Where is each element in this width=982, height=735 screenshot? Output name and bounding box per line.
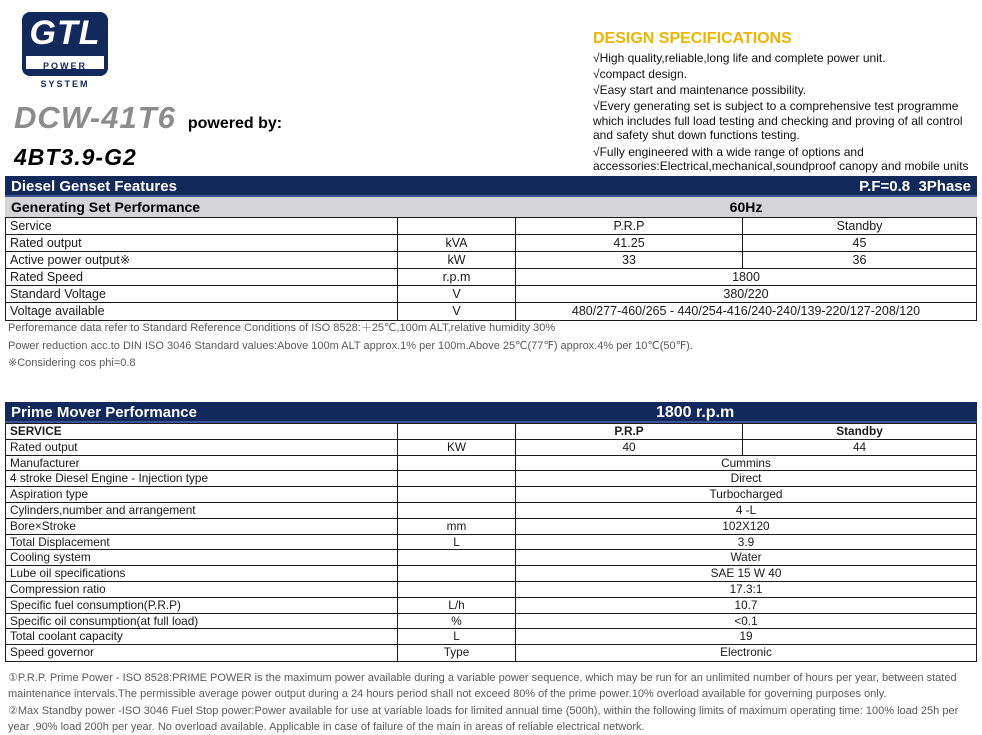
row-unit: L/h <box>398 598 516 613</box>
design-specifications-list <box>593 51 981 174</box>
row-span-value: Cummins <box>721 455 771 470</box>
table-row <box>6 456 976 472</box>
table-row <box>6 286 976 303</box>
row-unit: r.p.m <box>398 269 516 285</box>
row-unit <box>398 424 516 439</box>
design-spec-item: √compact design. <box>593 67 687 82</box>
row-label: Specific oil consumption(at full load) <box>6 614 398 629</box>
model-title-line <box>14 100 282 136</box>
row-label: Manufacturer <box>6 456 398 471</box>
row-prp-value: 41.25 <box>516 235 743 251</box>
row-label: Standard Voltage <box>6 286 398 302</box>
row-label: Specific fuel consumption(P.R.P) <box>6 598 398 613</box>
row-unit <box>398 471 516 486</box>
engine-table-grid <box>5 423 977 662</box>
table-row <box>6 550 976 566</box>
row-unit: % <box>398 614 516 629</box>
row-span-value: 17.3:1 <box>729 581 763 596</box>
row-span-value: 480/277-460/265 - 440/254-416/240-240/139-220/127-208/120 <box>571 304 921 318</box>
row-unit <box>398 582 516 597</box>
design-specifications-section <box>593 30 981 175</box>
footer-notes <box>8 671 974 735</box>
genset-note-line: ※Considering cos phi=0.8 <box>8 357 136 369</box>
row-unit: mm <box>398 519 516 534</box>
row-span-value: 19 <box>739 629 753 644</box>
row-span-value: SAE 15 W 40 <box>710 566 782 581</box>
table-row <box>6 535 976 551</box>
row-span-value: <0.1 <box>734 613 758 628</box>
table-row <box>6 440 976 456</box>
genset-notes <box>8 322 968 375</box>
engine-table-header-bar <box>5 402 977 423</box>
genset-table-header-bar <box>5 176 977 197</box>
row-label: Rated output <box>6 440 398 455</box>
row-unit <box>398 218 516 234</box>
table-row <box>6 629 976 645</box>
design-spec-item: √Every generating set is subject to a comprehensive test programme which includes full load testing and checking and proving of all control and safety shut down functions testing. <box>593 99 963 143</box>
row-label: Total Displacement <box>6 535 398 550</box>
table-row <box>6 487 976 503</box>
table-row <box>6 269 976 286</box>
row-label: Voltage available <box>6 303 398 320</box>
row-label: Rated Speed <box>6 269 398 285</box>
row-unit: L <box>398 535 516 550</box>
row-span-value: Water <box>730 550 762 565</box>
row-unit: V <box>398 286 516 302</box>
design-spec-item: √High quality,reliable,long life and complete power unit. <box>593 51 886 65</box>
powered-by-label: powered by: <box>187 115 283 132</box>
row-label: Aspiration type <box>6 487 398 502</box>
diesel-genset-features-table <box>5 176 977 321</box>
prime-mover-performance-table <box>5 402 977 662</box>
row-label: SERVICE <box>6 424 398 439</box>
row-unit <box>398 487 516 502</box>
row-unit: Type <box>398 645 516 661</box>
row-span-value: 3.9 <box>737 534 755 549</box>
frequency-label: 60Hz <box>729 199 763 215</box>
engine-table-title: Prime Mover Performance <box>11 404 197 421</box>
row-unit <box>398 550 516 565</box>
table-row <box>6 614 976 630</box>
row-unit: V <box>398 303 516 320</box>
gtl-logo-tagline: POWER SYSTEM <box>40 61 90 89</box>
row-label: 4 stroke Diesel Engine - Injection type <box>6 471 398 486</box>
gtl-logo <box>22 12 108 89</box>
row-label: Cylinders,number and arrangement <box>6 503 398 518</box>
genset-table-title: Diesel Genset Features <box>11 178 177 195</box>
table-row <box>6 582 976 598</box>
table-row <box>6 645 976 661</box>
genset-note-line: Perforemance data refer to Standard Reference Conditions of ISO 8528:＋25℃,100m ALT,relative humidity 30% <box>8 322 556 334</box>
row-label: Active power output※ <box>6 252 398 268</box>
row-standby-value: 36 <box>852 253 867 267</box>
row-unit: kVA <box>398 235 516 251</box>
row-label: Total coolant capacity <box>6 629 398 644</box>
row-span-value: Electronic <box>720 645 772 660</box>
row-label: Service <box>6 218 398 234</box>
table-row <box>6 424 976 440</box>
row-span-value: Direct <box>730 471 762 486</box>
row-span-value: 10.7 <box>734 597 758 612</box>
table-row <box>6 566 976 582</box>
generating-set-performance-title: Generating Set Performance <box>11 199 201 215</box>
row-span-value: 380/220 <box>723 287 769 301</box>
row-label: Rated output <box>6 235 398 251</box>
row-label: Cooling system <box>6 550 398 565</box>
genset-model-name: DCW-41T6 <box>14 100 176 135</box>
row-unit <box>398 503 516 518</box>
row-prp-value: 40 <box>516 440 743 455</box>
row-label: Lube oil specifications <box>6 566 398 581</box>
row-prp-value: 33 <box>516 252 743 268</box>
row-label: Compression ratio <box>6 582 398 597</box>
table-row <box>6 503 976 519</box>
table-row <box>6 252 976 269</box>
row-unit <box>398 456 516 471</box>
table-row <box>6 471 976 487</box>
row-unit <box>398 566 516 581</box>
footer-note-paragraph: ②Max Standby power -ISO 3046 Fuel Stop power:Power available for use at variable loads for limited annual time (500h), within the following limits of maximum operating time: 100% load 25h per year ,90% load 200h per year. No overload available. Applicable in case of failure of the main in areas of reliable electrical network. <box>8 705 959 733</box>
table-row <box>6 598 976 614</box>
gtl-logo-text: GTL <box>29 14 101 52</box>
row-span-value: 1800 <box>732 270 760 284</box>
row-label: Bore×Stroke <box>6 519 398 534</box>
row-standby-value: 45 <box>852 236 867 250</box>
row-unit: KW <box>398 440 516 455</box>
row-unit: kW <box>398 252 516 268</box>
row-span-value: 102X120 <box>722 518 770 533</box>
genset-table-grid <box>5 217 977 321</box>
row-unit: L <box>398 629 516 644</box>
footer-note-paragraph: ①P.R.P. Prime Power - ISO 8528:PRIME POWER is the maximum power available during a variable power sequence, which may be run for an unlimited number of hours per year, between stated maintenance intervals.The permissible average power output during a 24 hours period shall not exceed 80% of the prime power.10% overload available for governing purposes only. <box>8 672 957 700</box>
row-prp-value: P.R.P <box>516 218 743 234</box>
gtl-logo-tagline-strip <box>26 56 104 89</box>
genset-note-line: Power reduction acc.to DIN ISO 3046 Standard values:Above 100m ALT approx.1% per 100m.Above 25℃(77℉) approx.4% per 10℃(50℉). <box>8 339 693 352</box>
power-factor-phase-label: P.F=0.8 3Phase <box>859 178 971 195</box>
row-span-value: 4 -L <box>735 502 757 517</box>
row-label: Speed governor <box>6 645 398 661</box>
table-row <box>6 303 976 320</box>
table-row <box>6 235 976 252</box>
engine-model-name: 4BT3.9-G2 <box>14 144 137 170</box>
table-row <box>6 519 976 535</box>
row-standby-value: Standby <box>836 219 883 233</box>
design-spec-item: √Easy start and maintenance possibility. <box>593 83 807 98</box>
design-spec-item: √Fully engineered with a wide range of options and accessories:Electrical,mechanical,soundproof canopy and mobile units <box>593 144 969 174</box>
row-prp-value: P.R.P <box>516 424 743 439</box>
table-row <box>6 218 976 235</box>
row-standby-value: Standby <box>836 424 883 438</box>
design-specifications-title: DESIGN SPECIFICATIONS <box>593 30 792 47</box>
row-span-value: Turbocharged <box>709 487 783 502</box>
generating-set-performance-bar <box>5 197 977 217</box>
row-standby-value: 44 <box>852 439 867 454</box>
engine-speed-label: 1800 r.p.m <box>655 404 735 421</box>
